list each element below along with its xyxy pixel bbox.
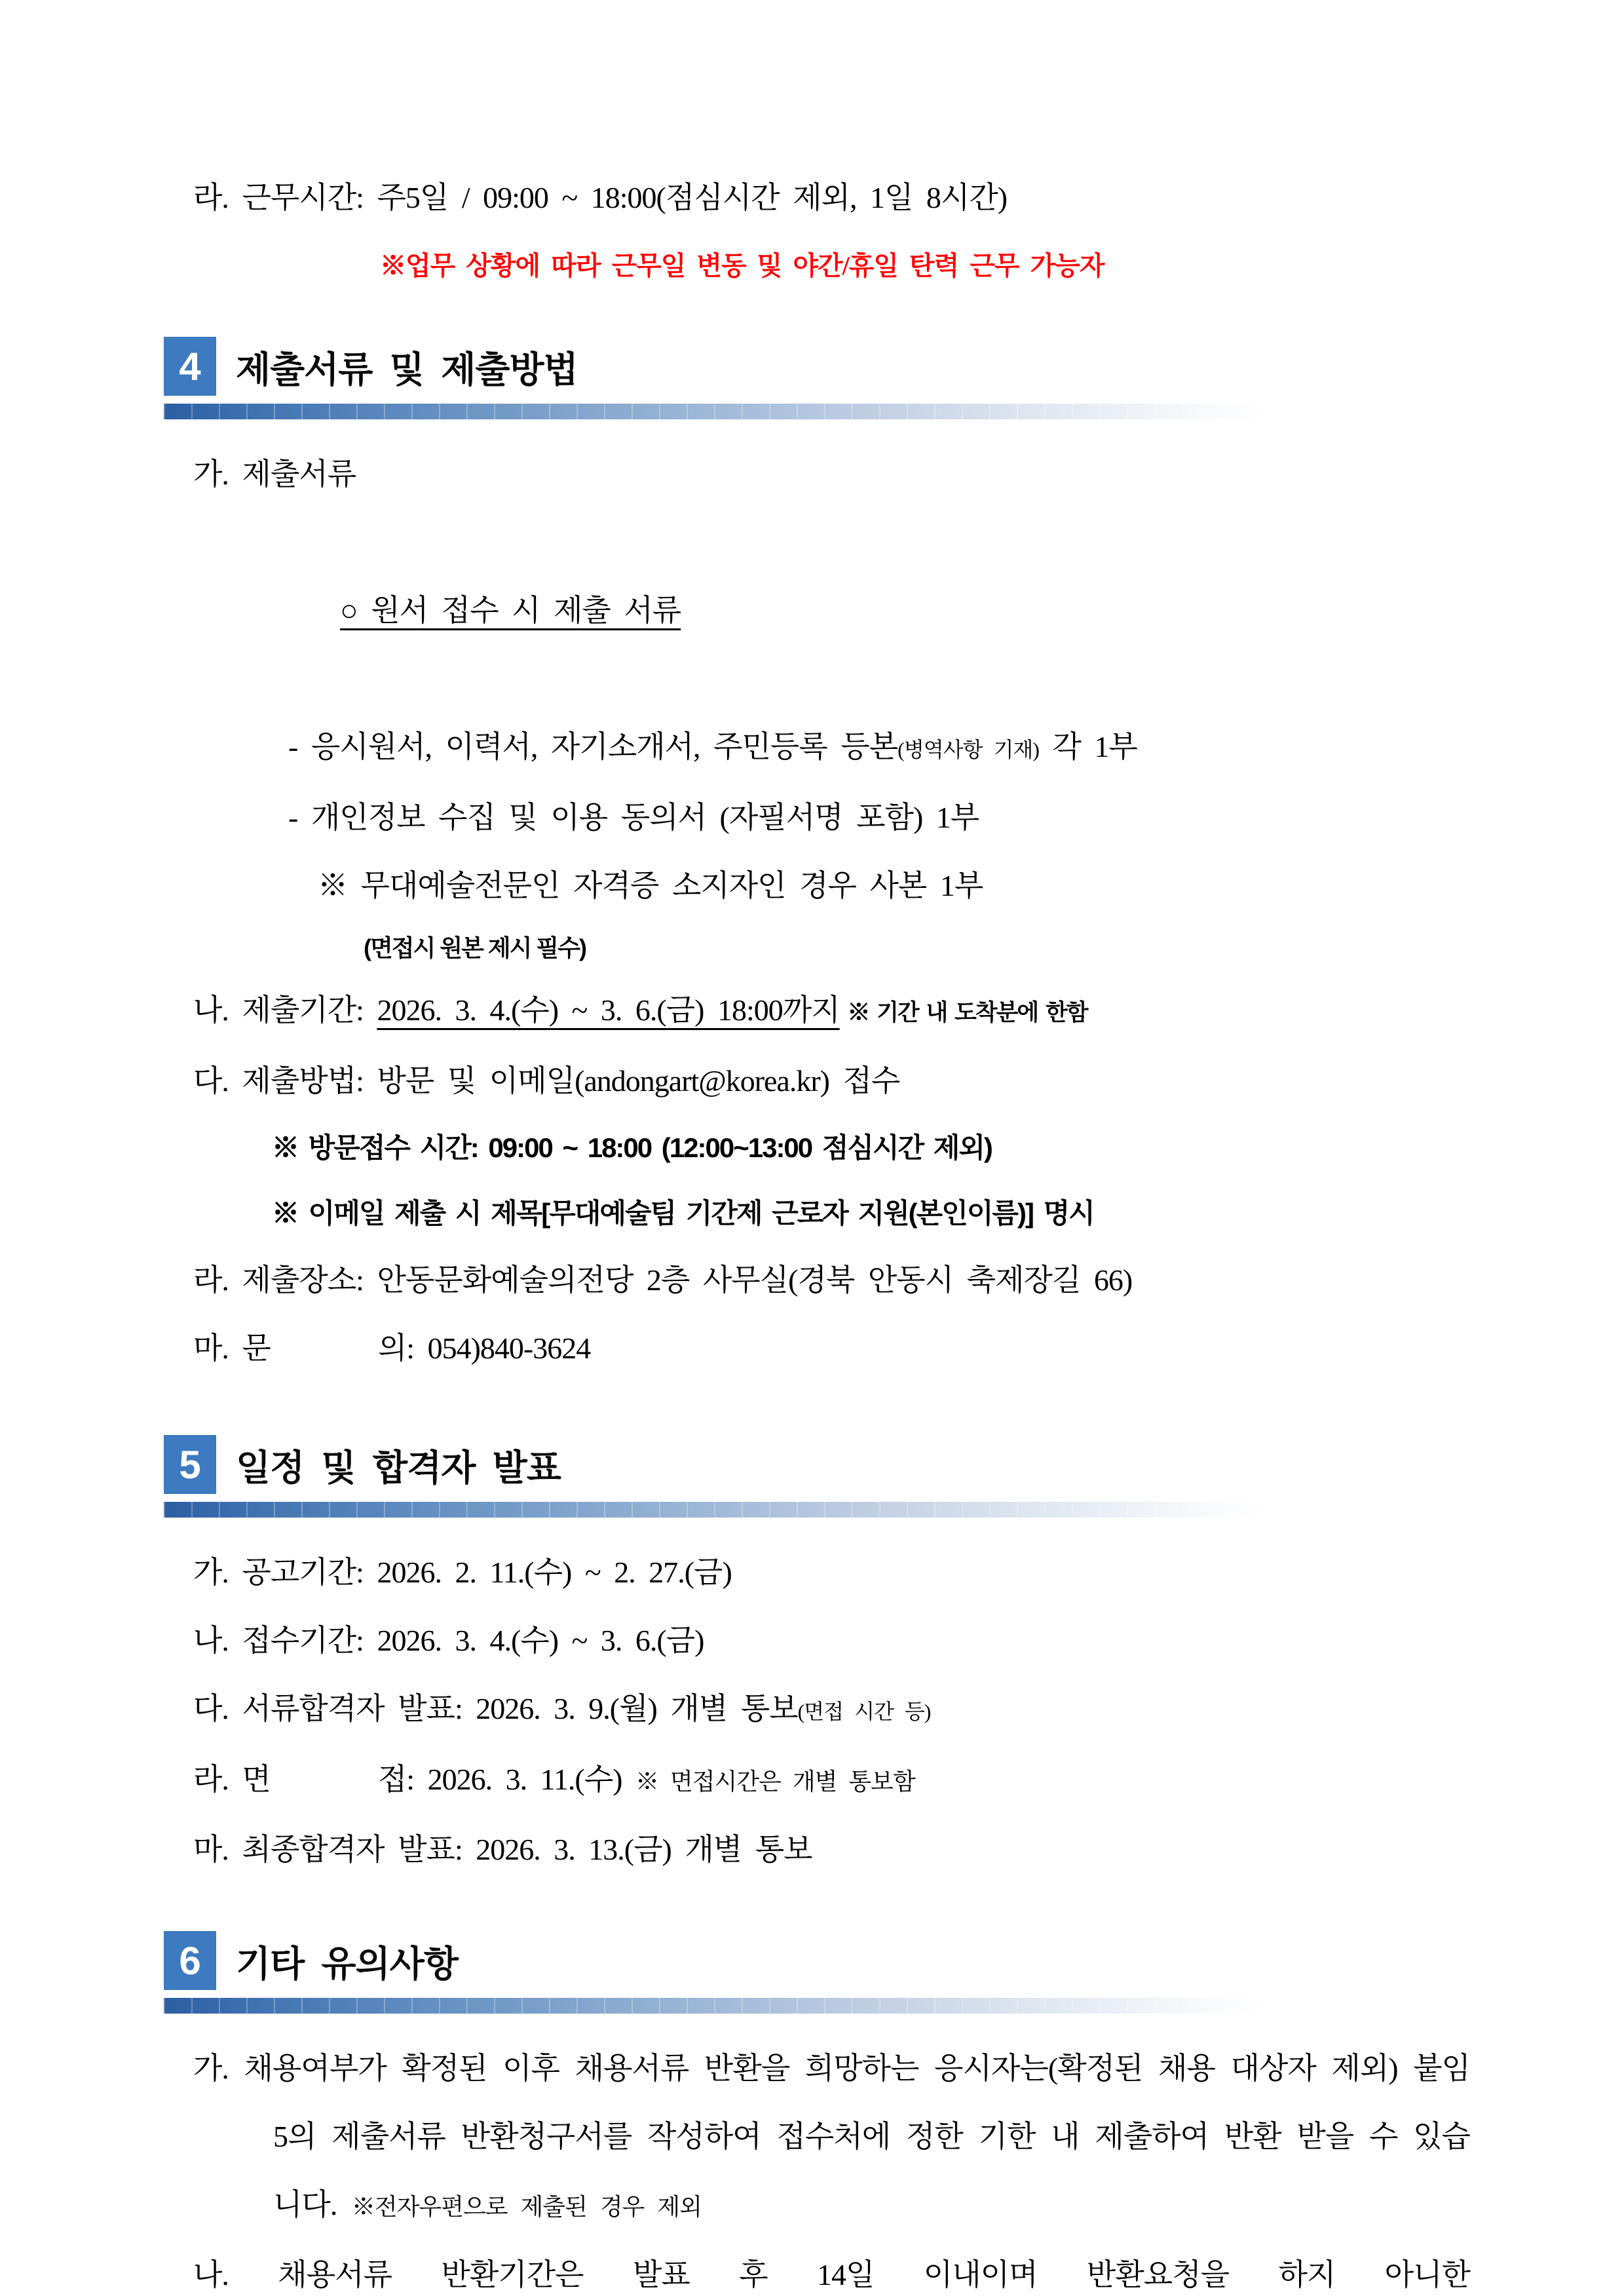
item-documents-at-application <box>233 508 1470 713</box>
submission-period-label: 나. 제출기간: <box>193 993 377 1027</box>
section-6-divider-bar <box>164 1998 1264 2014</box>
section-4-number-badge: 4 <box>164 337 216 396</box>
section-5-title: 일정 및 합격자 발표 <box>236 1447 561 1488</box>
item-contact-phone: 마. 문 의: 054)840-3624 <box>193 1331 591 1365</box>
section-6-items <box>164 2035 1470 2296</box>
item-submission-method: 다. 제출방법: 방문 및 이메일(andongart@korea.kr) 접수 <box>193 1064 900 1098</box>
item-submission-documents: 가. 제출서류 <box>193 457 356 491</box>
section-4-items <box>164 440 1470 1383</box>
application-forms-text: - 응시원서, 이력서, 자기소개서, 주민등록 등본 <box>288 730 898 763</box>
paragraph-return-period: 나. 채용서류 반환기간은 발표 후 14일 이내이며 반환요청을 하지 아니한 <box>193 2258 1470 2291</box>
section-5-number-badge: 5 <box>164 1435 216 1494</box>
work-hours-warning-note: ※업무 상황에 따라 근무일 변동 및 야간/휴일 탄력 근무 가능자 <box>380 251 1105 280</box>
work-hours-line: 라. 근무시간: 주5일 / 09:00 ~ 18:00(점심시간 제외, 1일 8시간) <box>193 181 1008 214</box>
item-submission-period <box>193 976 1470 1047</box>
visit-reception-hours-note: ※ 방문접수 시간: 09:00 ~ 18:00 (12:00~13:00 점심시간 제외) <box>272 1132 992 1163</box>
certificate-original-subnote: (면접시 원본 제시 필수) <box>364 934 586 961</box>
application-forms-tail: 각 1부 <box>1038 730 1137 763</box>
section-4-divider-bar <box>164 404 1264 419</box>
interview-time-individual-note: ※ 면접시간은 개별 통보함 <box>635 1769 915 1795</box>
item-submission-place: 라. 제출장소: 안동문화예술의전당 2층 사무실(경북 안동시 축제장길 66) <box>193 1263 1133 1297</box>
item-document-pass-announcement <box>193 1675 1470 1746</box>
item-certificate-copy-note: ※ 무대예술전문인 자격증 소지자인 경우 사본 1부 <box>318 869 983 902</box>
email-submission-exclusion-note: ※전자우편으로 제출된 경우 제외 <box>351 2194 702 2220</box>
section-5-header <box>164 1435 1470 1494</box>
interview-date-text: 라. 면 접: 2026. 3. 11.(수) <box>193 1763 635 1796</box>
item-announcement-period: 가. 공고기간: 2026. 2. 11.(수) ~ 2. 27.(금) <box>193 1556 732 1589</box>
item-interview-date <box>193 1746 1470 1816</box>
military-service-note: (병역사항 기재) <box>897 738 1039 761</box>
item-application-forms <box>288 713 1470 784</box>
item-final-pass-announcement: 마. 최종합격자 발표: 2026. 3. 13.(금) 개별 통보 <box>193 1833 812 1866</box>
interview-time-etc-note: (면접 시간 등) <box>797 1700 931 1723</box>
section-6-title: 기타 유의사항 <box>236 1943 459 1984</box>
submission-period-dates-underlined: 2026. 3. 4.(수) ~ 3. 6.(금) 18:00까지 <box>377 993 840 1027</box>
section-4-header <box>164 337 1470 396</box>
document-return-request-text: 가. 채용여부가 확정된 이후 채용서류 반환을 희망하는 응시자는(확정된 채용 대상자 제외) 붙임5의 제출서류 반환청구서를 작성하여 접수처에 정한 기한 내 제출하여 반환 받을 수 있습니다. <box>193 2052 1470 2221</box>
arrival-deadline-note: ※ 기간 내 도착분에 한함 <box>839 1000 1087 1025</box>
email-subject-format-note: ※ 이메일 제출 시 제목[무대예술팀 기간제 근로자 지원(본인이름)] 명시 <box>272 1198 1094 1229</box>
section-5-divider-bar <box>164 1502 1264 1518</box>
section-5-items <box>164 1539 1470 1884</box>
document-pass-text: 다. 서류합격자 발표: 2026. 3. 9.(월) 개별 통보 <box>193 1692 798 1725</box>
item-application-period: 나. 접수기간: 2026. 3. 4.(수) ~ 3. 6.(금) <box>193 1624 704 1657</box>
paragraph-document-return-request <box>193 2035 1470 2241</box>
documents-at-application-underlined: ○ 원서 접수 시 제출 서류 <box>340 594 681 627</box>
section-6-number-badge: 6 <box>164 1931 216 1990</box>
section-6-header <box>164 1931 1470 1990</box>
item-privacy-consent: - 개인정보 수집 및 이용 동의서 (자필서명 포함) 1부 <box>288 801 979 834</box>
section-4-title: 제출서류 및 제출방법 <box>236 349 578 390</box>
